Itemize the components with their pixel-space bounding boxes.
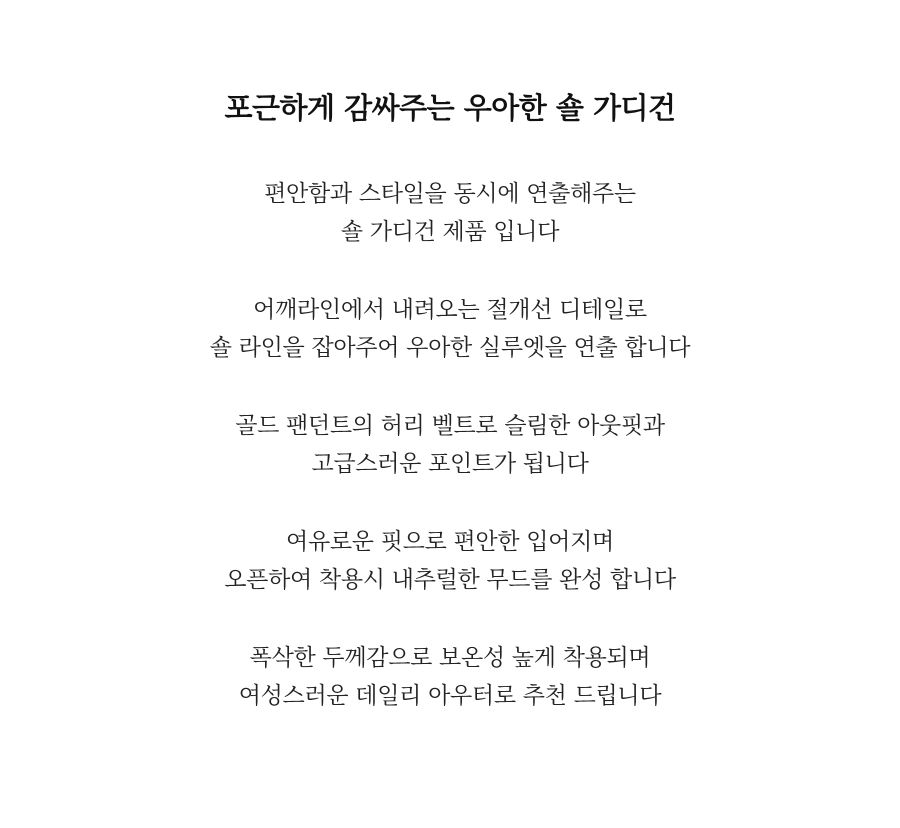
- description-line: 골드 팬던트의 허리 벨트로 슬림한 아웃핏과: [235, 413, 665, 439]
- description-line: 여성스러운 데일리 아우터로 추천 드립니다: [238, 683, 662, 709]
- page-title: 포근하게 감싸주는 우아한 숄 가디건: [224, 91, 676, 125]
- description-line: 어깨라인에서 내려오는 절개선 디테일로: [253, 297, 647, 323]
- description-line: 여유로운 핏으로 편안한 입어지며: [286, 529, 614, 555]
- description-paragraph-5: [0, 639, 900, 715]
- description-line: 편안함과 스타일을 동시에 연출해주는: [264, 181, 636, 207]
- description-body: [0, 175, 900, 715]
- description-line: 오픈하여 착용시 내추럴한 무드를 완성 합니다: [224, 567, 676, 593]
- description-paragraph-4: [0, 523, 900, 599]
- description-paragraph-2: [0, 291, 900, 367]
- description-paragraph-3: [0, 407, 900, 483]
- description-line: 숄 가디건 제품 입니다: [340, 219, 560, 245]
- description-line: 숄 라인을 잡아주어 우아한 실루엣을 연출 합니다: [209, 335, 691, 361]
- description-line: 폭삭한 두께감으로 보온성 높게 착용되며: [249, 645, 651, 671]
- description-paragraph-1: [0, 175, 900, 251]
- description-line: 고급스러운 포인트가 됩니다: [311, 451, 589, 477]
